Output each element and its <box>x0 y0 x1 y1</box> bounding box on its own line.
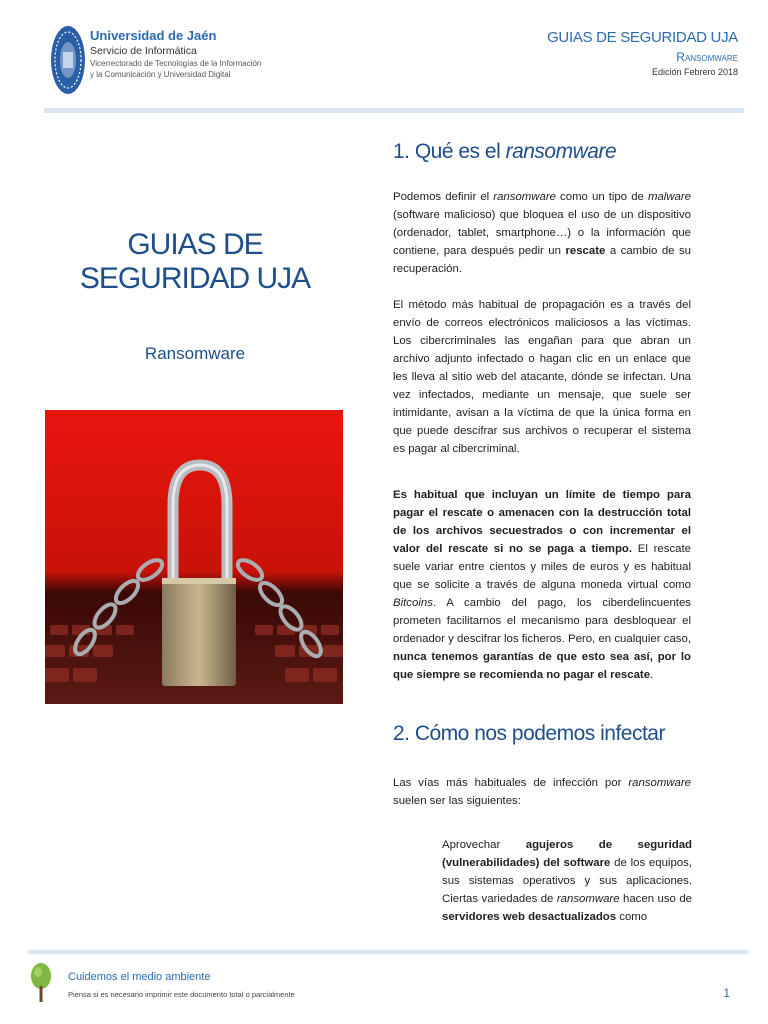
section-1-heading <box>393 140 691 164</box>
text-run: a cambio de su recuperación. <box>393 245 691 275</box>
section-1-paragraph-3 <box>393 486 691 684</box>
text-run: suelen ser las siguientes: <box>393 795 521 807</box>
text-run: como <box>616 911 648 923</box>
header-right-block <box>547 28 738 78</box>
text-run: hacen uso de <box>619 893 692 905</box>
vicerrectorado-line-1: Vicerrectorado de Tecnologías de la Información <box>90 59 262 68</box>
vicerrectorado-line-2: y la Comunicación y Universidad Digital <box>90 70 231 79</box>
tree-icon <box>30 962 52 1004</box>
section-2-intro <box>393 774 691 810</box>
cover-title: GUIAS DE SEGURIDAD UJA <box>79 228 311 295</box>
text-run: malware <box>647 191 691 203</box>
text-run: El rescate suele variar entre cientos y miles de euros y es habitual que se solicite a través de alguna moneda virtual como <box>393 543 691 591</box>
service-name: Servicio de Informática <box>90 45 197 57</box>
text-run: ransomware <box>556 893 620 905</box>
text-run: . <box>650 669 654 681</box>
text-run: ransomware <box>493 191 556 203</box>
university-block <box>90 28 261 80</box>
section-2-heading: 2. Cómo nos podemos infectar <box>393 722 665 745</box>
text-run: rescate <box>565 245 606 257</box>
text-run: servidores web desactualizados <box>442 911 617 923</box>
text-run: Podemos definir el <box>393 191 494 203</box>
university-seal-icon <box>50 24 86 96</box>
text-run: de los equipos, sus sistemas operativos y sus aplicaciones. Ciertas variedades de <box>442 857 692 905</box>
footer-divider <box>28 950 748 954</box>
text-run: agujeros de seguridad (vulnerabilidades) del software <box>442 839 692 869</box>
text-run: (software malicioso) que bloquea el uso de un dispositivo (ordenador, tablet, smartphone…) o la información que contiene, para después pedir un <box>393 209 691 257</box>
footer-eco-title: Cuidemos el medio ambiente <box>68 971 211 983</box>
header-edition: Edición Febrero 2018 <box>651 67 738 77</box>
text-run: Las vías más habituales de infección por <box>393 777 629 789</box>
text-run: como un tipo de <box>555 191 648 203</box>
padlock-chains-on-keyboard-image <box>45 410 343 704</box>
page-header <box>0 0 768 112</box>
page-number: 1 <box>723 986 730 1000</box>
section-1-heading-italic: ransomware <box>505 140 617 163</box>
section-1-paragraph-2 <box>393 296 691 458</box>
text-run: Bitcoins <box>393 597 433 609</box>
section-2-item-1 <box>442 836 692 926</box>
footer-eco-note: Piensa si es necesario imprimir este documento total o parcialmente <box>68 990 295 999</box>
text-run: Aprovechar <box>442 839 526 851</box>
text-run: El método más habitual de propagación es a través del envío de correos electrónicos maliciosos a las víctimas. Los cibercriminales las engañan para que abran un archivo adjunto infectado o hagan clic en un enlace que les lleva al sitio web del atacante, dónde se infectan. Una vez infectados, mediante un mensaje, que suele ser intimidante, avisan a la víctima de que la única forma en que puede descifrar sus archivos o recuperar el sistema es pagar al cibercriminal. <box>393 299 691 455</box>
section-1-paragraph-1 <box>393 188 691 278</box>
section-1-heading-prefix: 1. Qué es el <box>393 140 506 163</box>
text-run: Es habitual que incluyan un límite de tiempo para pagar el rescate o amenacen con la destrucción total de los archivos secuestrados o con incrementar el valor del rescate si no se paga a tiempo. <box>393 489 691 555</box>
university-name: Universidad de Jaén <box>90 28 217 43</box>
text-run: ransomware <box>628 777 691 789</box>
header-guide-topic: Ransomware <box>676 50 738 64</box>
text-run: . A cambio del pago, los ciberdelincuentes prometen facilitarnos el mecanismo para desbloquear el ordenador y descifrar los ficheros. Pero, en cualquier caso, <box>393 597 691 645</box>
text-run: nunca tenemos garantías de que esto sea así, por lo que siempre se recomienda no pagar el rescate <box>393 651 691 681</box>
header-guide-title: GUIAS DE SEGURIDAD UJA <box>547 29 738 46</box>
cover-subtitle: Ransomware <box>144 344 246 363</box>
header-divider <box>44 108 744 113</box>
